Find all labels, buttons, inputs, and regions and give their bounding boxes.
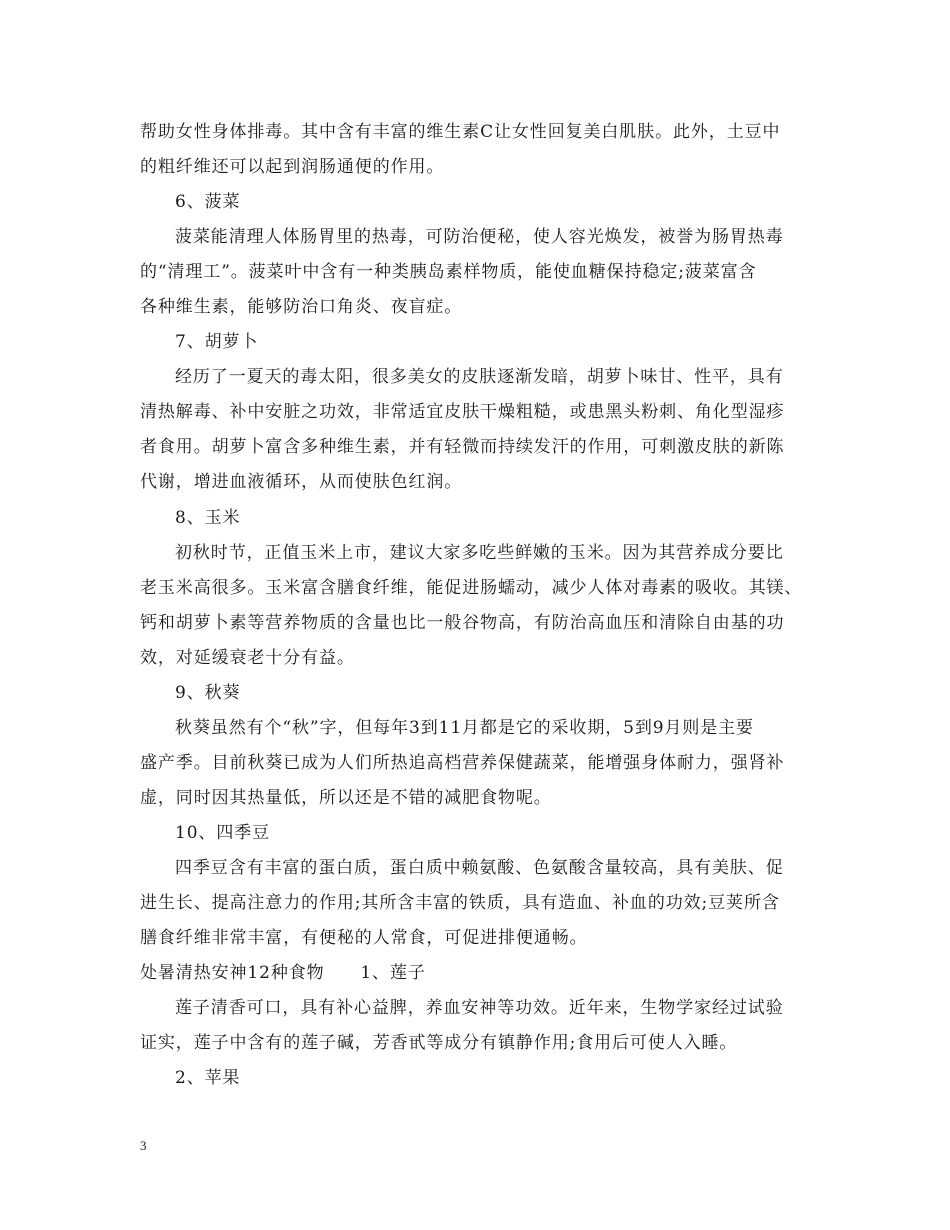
body-text-line: 者食用。胡萝卜富含多种维生素，并有轻微而持续发汗的作用，可刺激皮肤的新陈: [140, 437, 785, 457]
body-text-line: 盛产季。目前秋葵已成为人们所热追高档营养保健蔬菜，能增强身体耐力，强肾补: [140, 753, 785, 773]
section-heading-spinach: 6、菠菜: [175, 192, 241, 212]
body-text-line: 四季豆含有丰富的蛋白质，蛋白质中赖氨酸、色氨酸含量较高，具有美肤、促: [175, 858, 784, 878]
body-text-line: 膳食纤维非常丰富，有便秘的人常食，可促进排便通畅。: [140, 928, 588, 948]
body-text-line: 菠菜能清理人体肠胃里的热毒，可防治便秘，使人容光焕发，被誉为肠胃热毒: [175, 227, 784, 247]
body-text-line: 代谢，增进血液循环，从而使肤色红润。: [140, 472, 463, 492]
body-text-line: 各种维生素，能够防治口角炎、夜盲症。: [140, 297, 463, 317]
page-number: 3: [140, 1138, 147, 1153]
body-text-line: 老玉米高很多。玉米富含膳食纤维，能促进肠蠕动，减少人体对毒素的吸收。其镁、: [140, 578, 803, 598]
body-text-line: 秋葵虽然有个“秋”字，但每年3到11月都是它的采收期，5到9月则是主要: [175, 718, 754, 738]
body-text-line: 钙和胡萝卜素等营养物质的含量也比一般谷物高，有防治高血压和清除自由基的功: [140, 613, 785, 633]
body-text-line: 虚，同时因其热量低，所以还是不错的减肥食物呢。: [140, 788, 552, 808]
section-heading-carrot: 7、胡萝卜: [175, 332, 259, 352]
section-heading-apple: 2、苹果: [175, 1068, 241, 1088]
body-text-line: 的粗纤维还可以起到润肠通便的作用。: [140, 157, 445, 177]
body-text-line: 清热解毒、补中安脏之功效，非常适宜皮肤干燥粗糙，或患黑头粉刺、角化型湿疹: [140, 402, 785, 422]
section-heading-corn: 8、玉米: [175, 508, 241, 528]
body-text-line: 进生长、提高注意力的作用;其所含丰富的铁质，具有造血、补血的功效;豆荚所含: [140, 893, 780, 913]
body-text-line: 莲子清香可口，具有补心益脾，养血安神等功效。近年来，生物学家经过试验: [175, 998, 784, 1018]
body-text-line: 的“清理工”。菠菜叶中含有一种类胰岛素样物质，能使血糖保持稳定;菠菜富含: [140, 262, 757, 282]
body-text-line: 帮助女性身体排毒。其中含有丰富的维生素C让女性回复美白肌肤。此外，土豆中: [140, 122, 781, 142]
body-text-line: 经历了一夏天的毒太阳，很多美女的皮肤逐渐发暗，胡萝卜味甘、性平，具有: [175, 367, 784, 387]
section-title-line: 处暑清热安神12种食物 1、莲子: [140, 963, 426, 983]
section-heading-okra: 9、秋葵: [175, 683, 241, 703]
body-text-line: 证实，莲子中含有的莲子碱，芳香甙等成分有镇静作用;食用后可使人入睡。: [140, 1033, 738, 1053]
section-heading-green-beans: 10、四季豆: [175, 823, 271, 843]
body-text-line: 效，对延缓衰老十分有益。: [140, 648, 355, 668]
body-text-line: 初秋时节，正值玉米上市，建议大家多吃些鲜嫩的玉米。因为其营养成分要比: [175, 543, 784, 563]
